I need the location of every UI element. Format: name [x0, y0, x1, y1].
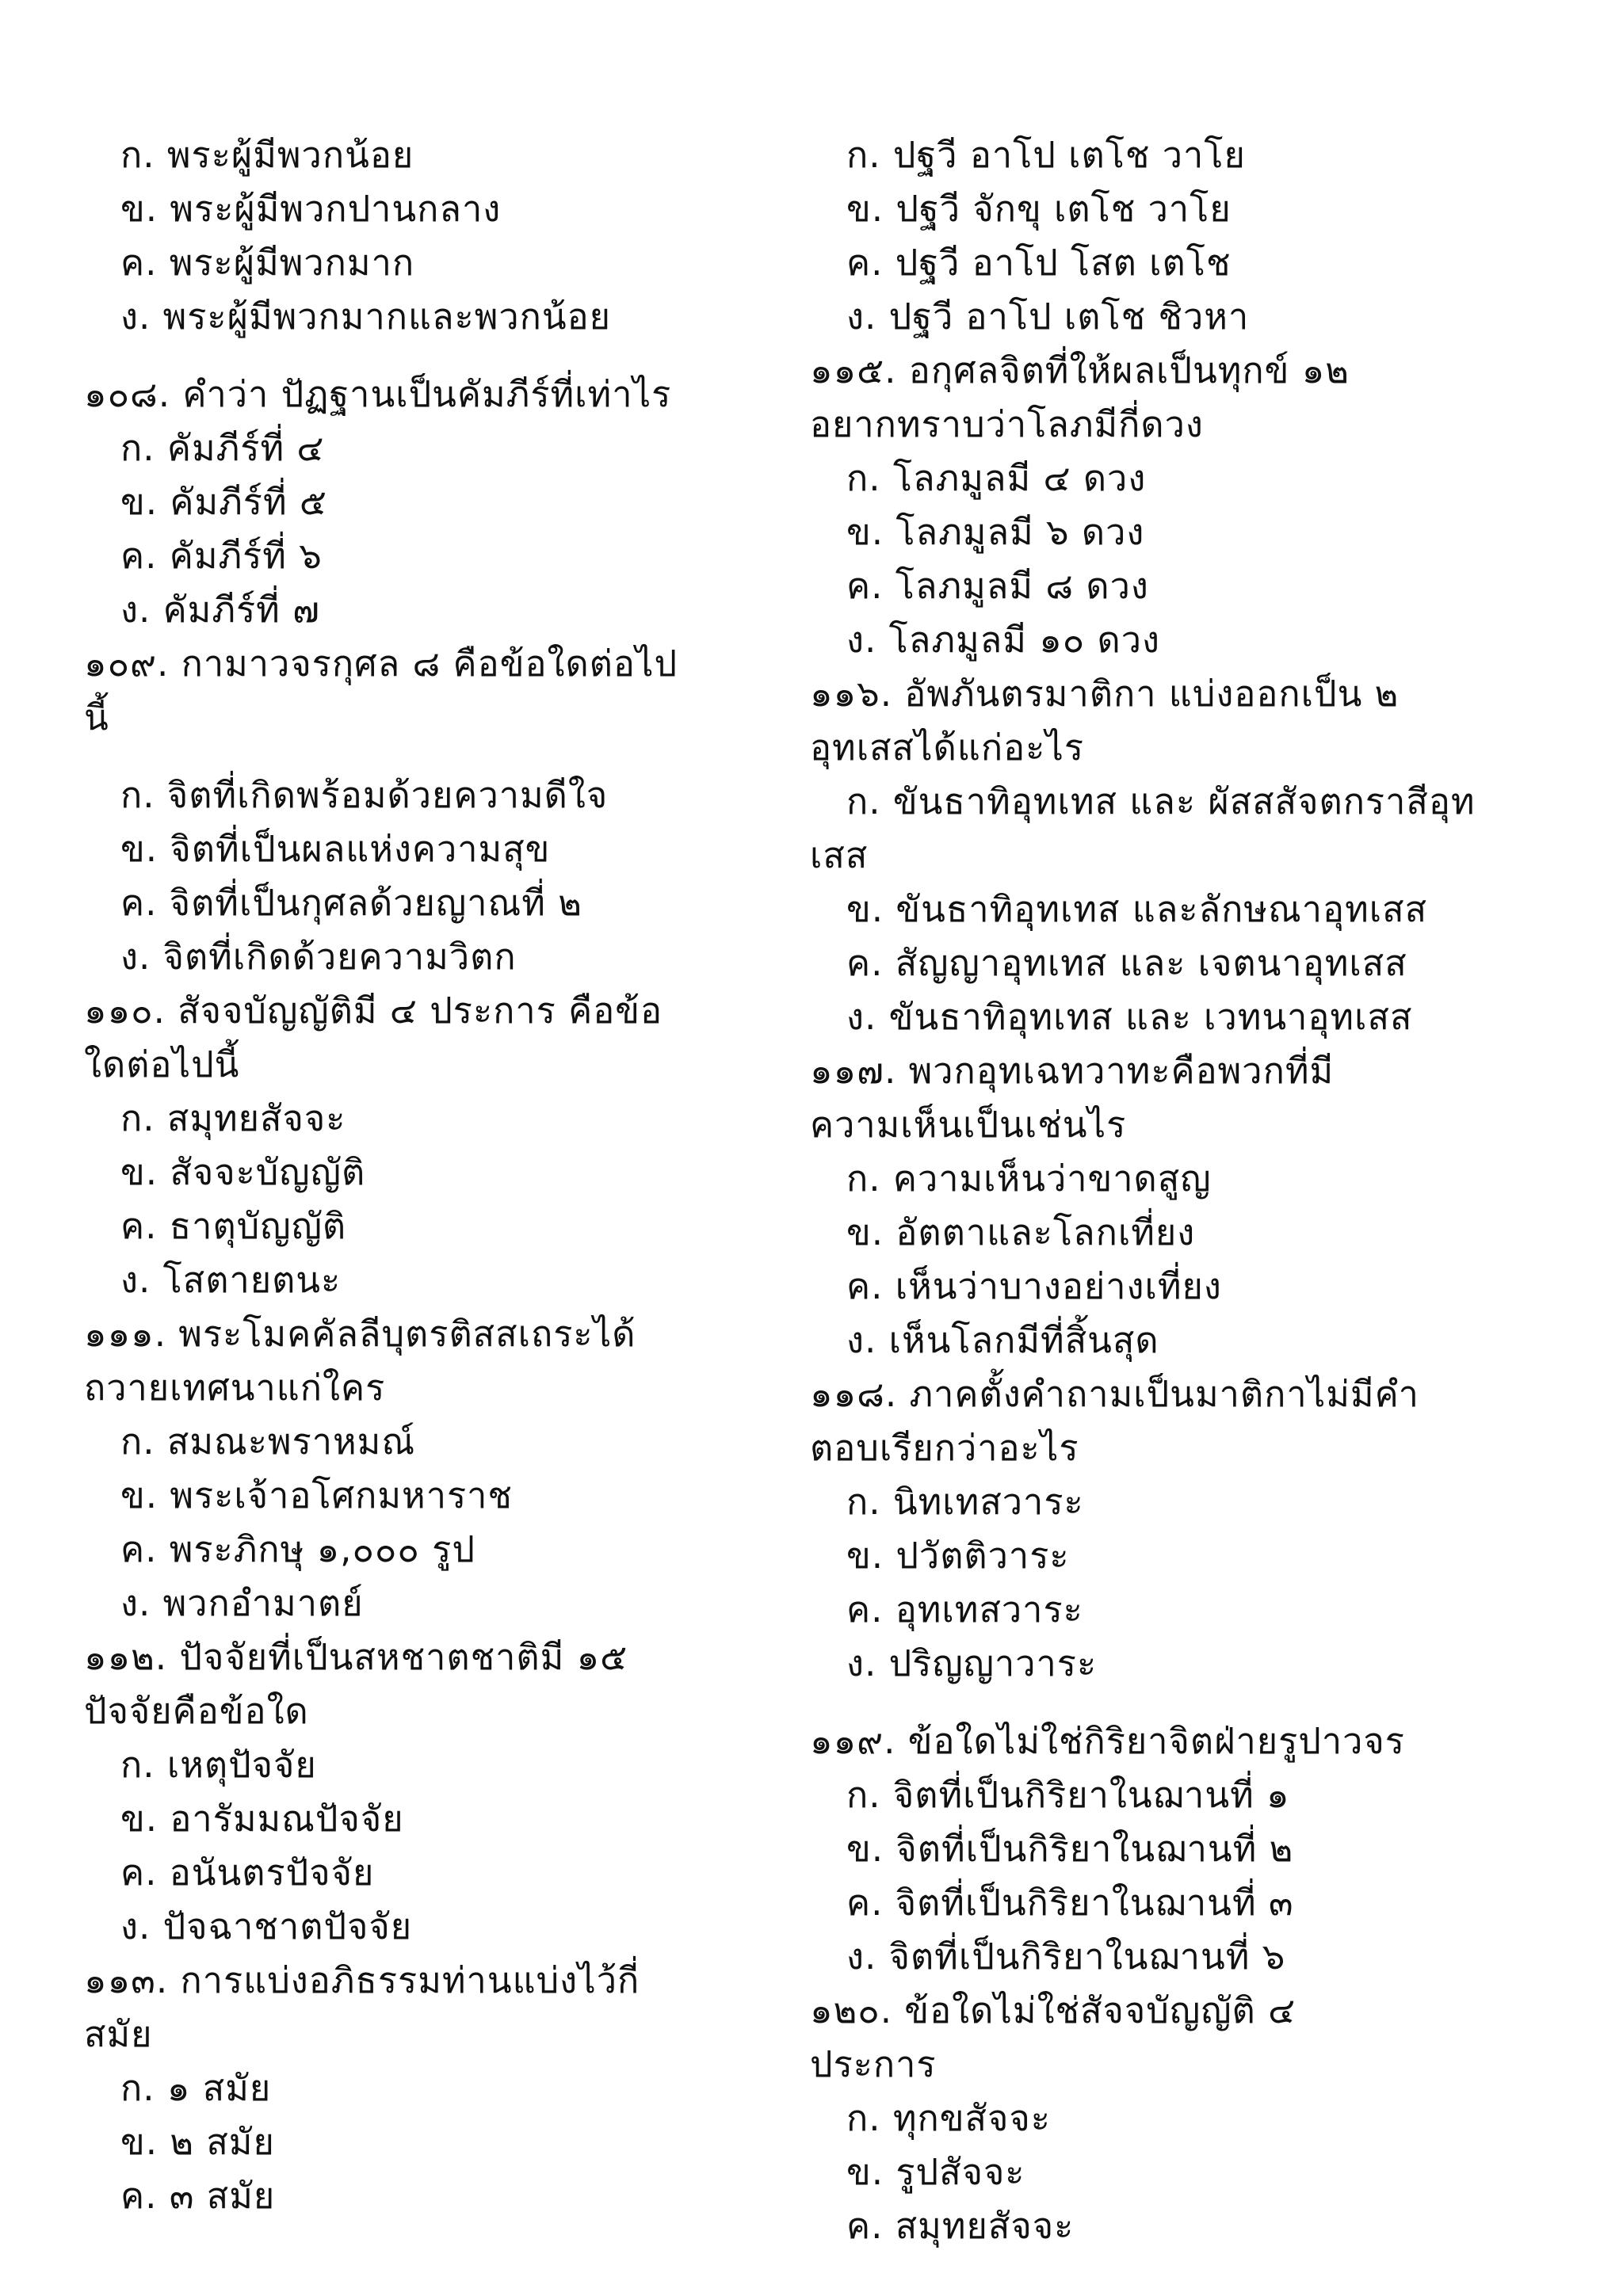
answer-option: ก. ปฐวี อาโป เตโช วาโย	[846, 134, 1246, 176]
blank-spacer	[84, 745, 797, 769]
answer-option: ง. ปัจฉาชาตปัจจัย	[120, 1905, 413, 1947]
answer-option: ข. ปวัตติวาระ	[846, 1535, 1070, 1577]
answer-option: ค. โลภมูลมี ๘ ดวง	[846, 565, 1149, 607]
answer-option: ง. โลภมูลมี ๑๐ ดวง	[846, 619, 1160, 661]
answer-option: ก. สมุทยสัจจะ	[120, 1097, 346, 1139]
question-line: ตอบเรียกว่าอะไร	[810, 1427, 1079, 1469]
answer-option: ก. นิทเทสวาระ	[846, 1481, 1084, 1523]
right-column	[810, 128, 1523, 2253]
question-line: นี้	[84, 696, 109, 738]
answer-option: ค. เห็นว่าบางอย่างเที่ยง	[846, 1265, 1222, 1307]
answer-option: ง. โสตายตนะ	[120, 1259, 342, 1301]
question-line: ประการ	[810, 2043, 937, 2085]
answer-option: ค. จิตที่เป็นกุศลด้วยญาณที่ ๒	[120, 882, 582, 924]
question-line: ๑๑๓. การแบ่งอภิธรรมท่านแบ่งไว้กี่	[84, 1959, 640, 2001]
answer-option: ก. จิตที่เป็นกิริยาในฌานที่ ๑	[846, 1774, 1290, 1816]
answer-option: ก. โลภมูลมี ๔ ดวง	[846, 457, 1147, 499]
answer-option: ข. พระเจ้าอโศกมหาราช	[120, 1474, 513, 1516]
answer-option: ง. คัมภีร์ที่ ๗	[120, 589, 320, 631]
question-line: ๑๒๐. ข้อใดไม่ใช่สัจจบัญญัติ ๔	[810, 1989, 1296, 2031]
answer-option: ข. โลภมูลมี ๖ ดวง	[846, 511, 1145, 553]
question-line: ๑๐๘. คำว่า ปัฏฐานเป็นคัมภีร์ที่เท่าไร	[84, 373, 672, 415]
answer-option: ง. ปฐวี อาโป เตโช ชิวหา	[846, 296, 1250, 338]
answer-option: ง. พระผู้มีพวกมากและพวกน้อย	[120, 296, 612, 338]
question-line: ๑๑๕. อกุศลจิตที่ให้ผลเป็นทุกข์ ๑๒	[810, 349, 1350, 391]
answer-option: ข. ขันธาทิอุทเทส และลักษณาอุทเสส	[846, 888, 1428, 930]
question-line: ๑๑๐. สัจจบัญญัติมี ๔ ประการ คือข้อ	[84, 990, 663, 1032]
answer-option: ข. จิตที่เป็นกิริยาในฌานที่ ๒	[846, 1828, 1294, 1870]
answer-option: ง. จิตที่เกิดด้วยความวิตก	[120, 936, 517, 978]
answer-option: ค. พระภิกษุ ๑,๐๐๐ รูป	[120, 1528, 475, 1570]
answer-option: ก. คัมภีร์ที่ ๔	[120, 427, 325, 469]
question-line: ๑๑๒. ปัจจัยที่เป็นสหชาตชาติมี ๑๕	[84, 1636, 628, 1678]
answer-option: ค. พระผู้มีพวกมาก	[120, 242, 415, 284]
answer-option: ข. ๒ สมัย	[120, 2121, 275, 2163]
answer-option: ง. ปริญญาวาระ	[846, 1642, 1098, 1684]
answer-option: ก. ความเห็นว่าขาดสูญ	[846, 1158, 1212, 1199]
question-line: สมัย	[84, 2013, 153, 2055]
question-line: ๑๐๙. กามาวจรกุศล ๘ คือข้อใดต่อไป	[84, 643, 678, 685]
answer-option: ค. อนันตรปัจจัย	[120, 1852, 375, 1894]
question-line: เสส	[810, 834, 869, 876]
answer-option: ข. รูปสัจจะ	[846, 2151, 1025, 2193]
question-line: ๑๑๘. ภาคตั้งคำถามเป็นมาติกาไม่มีคำ	[810, 1373, 1419, 1415]
answer-option: ก. สมณะพราหมณ์	[120, 1421, 416, 1463]
question-line: ๑๑๙. ข้อใดไม่ใช่กิริยาจิตฝ่ายรูปาวจร	[810, 1720, 1405, 1762]
question-line: อุทเสสได้แก่อะไร	[810, 727, 1085, 769]
question-line: ถวายเทศนาแก่ใคร	[84, 1367, 386, 1409]
question-line: ๑๑๖. อัพภันตรมาติกา แบ่งออกเป็น ๒	[810, 673, 1400, 715]
answer-option: ข. พระผู้มีพวกปานกลาง	[120, 188, 502, 230]
question-line: ๑๑๗. พวกอุทเฉทวาทะคือพวกที่มี	[810, 1050, 1335, 1092]
answer-option: ค. คัมภีร์ที่ ๖	[120, 535, 323, 577]
answer-option: ง. พวกอำมาตย์	[120, 1582, 364, 1624]
answer-option: ก. จิตที่เกิดพร้อมด้วยความดีใจ	[120, 774, 609, 816]
answer-option: ข. ปฐวี จักขุ เตโช วาโย	[846, 188, 1232, 230]
answer-option: ก. ขันธาทิอุทเทส และ ผัสสสัจตกราสีอุท	[846, 780, 1476, 822]
answer-option: ค. สมุทยสัจจะ	[846, 2205, 1075, 2247]
answer-option: ค. ปฐวี อาโป โสต เตโช	[846, 242, 1232, 284]
answer-option: ง. ขันธาทิอุทเทส และ เวทนาอุทเสส	[846, 996, 1413, 1038]
left-column	[84, 128, 797, 2223]
answer-option: ง. เห็นโลกมีที่สิ้นสุด	[846, 1319, 1159, 1361]
answer-option: ค. สัญญาอุทเทส และ เจตนาอุทเสส	[846, 942, 1407, 984]
answer-option: ก. เหตุปัจจัย	[120, 1744, 317, 1786]
answer-option: ข. อารัมมณปัจจัย	[120, 1798, 404, 1840]
answer-option: ค. จิตที่เป็นกิริยาในฌานที่ ๓	[846, 1882, 1294, 1924]
answer-option: ข. คัมภีร์ที่ ๕	[120, 481, 327, 523]
answer-option: ข. จิตที่เป็นผลแห่งความสุข	[120, 828, 551, 870]
answer-option: ค. อุทเทสวาระ	[846, 1589, 1083, 1630]
question-line: ๑๑๑. พระโมคคัลลีบุตรติสสเถระได้	[84, 1313, 636, 1355]
answer-option: ก. ทุกขสัจจะ	[846, 2097, 1051, 2139]
question-line: ปัจจัยคือข้อใด	[84, 1690, 309, 1732]
answer-option: ก. ๑ สมัย	[120, 2067, 272, 2109]
answer-option: ข. สัจจะบัญญัติ	[120, 1151, 366, 1193]
answer-option: ค. ๓ สมัย	[120, 2175, 276, 2217]
answer-option: ค. ธาตุบัญญัติ	[120, 1205, 347, 1247]
answer-option: ง. จิตที่เป็นกิริยาในฌานที่ ๖	[846, 1936, 1286, 1978]
blank-spacer	[84, 344, 797, 368]
question-line: ใดต่อไปนี้	[84, 1043, 240, 1085]
question-line: ความเห็นเป็นเช่นไร	[810, 1104, 1127, 1146]
answer-option: ข. อัตตาและโลกเที่ยง	[846, 1211, 1196, 1253]
blank-spacer	[810, 1691, 1523, 1714]
question-line: อยากทราบว่าโลภมีกี่ดวง	[810, 403, 1204, 445]
answer-option: ก. พระผู้มีพวกน้อย	[120, 134, 414, 176]
